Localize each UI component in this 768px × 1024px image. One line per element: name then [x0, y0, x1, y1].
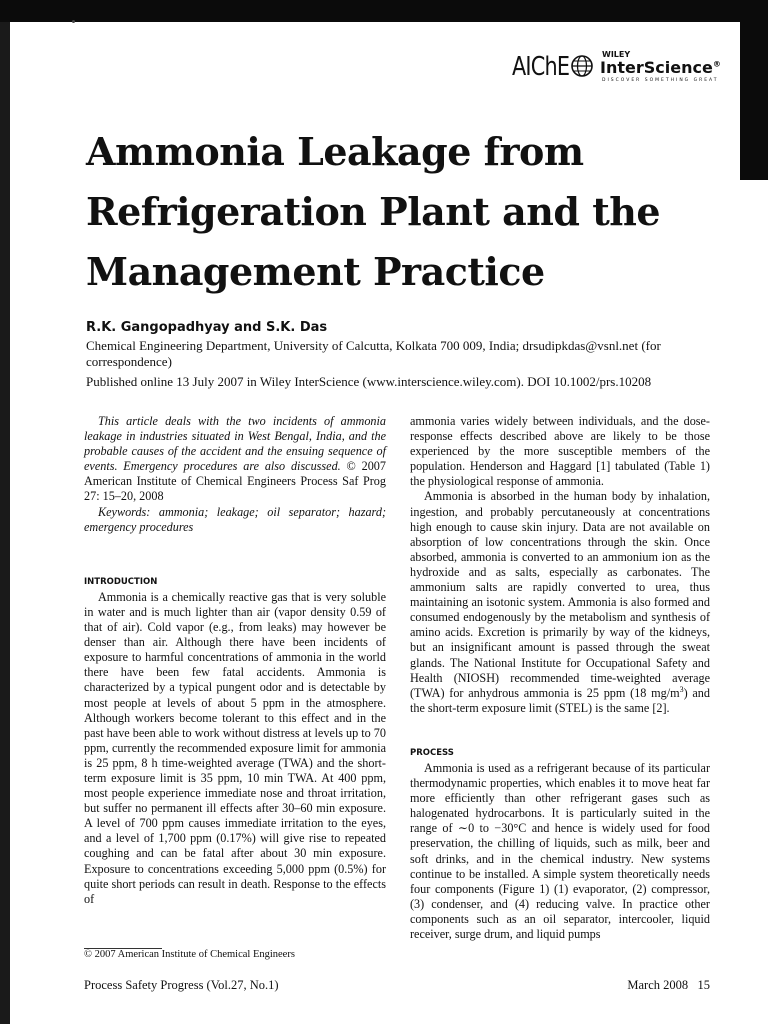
left-text-column — [84, 414, 386, 907]
publication-info: Published online 13 July 2007 in Wiley InterScience (www.interscience.wiley.com). DOI 10.1002/prs.10208 — [86, 374, 652, 389]
title-line: Management Practice — [86, 249, 545, 294]
introduction-paragraph: Ammonia is a chemically reactive gas that is very soluble in water and is much lighter than air (vapor density 0.59 of that of air). Cold vapor (e.g., from leaks) may however be denser than air. Although there have been incidents of exposure to harmful concentrations of ammonia in the world there have been few fatal accidents. Ammonia is characterized by a typical pungent odor and is detectable by most people at levels of about 5 ppm in the atmosphere. Although workers become tolerant to this effect and in the past have been able to work without distress at levels up to 70 ppm, currently the recommended exposure limit for ammonia is 25 ppm, 8 h time-weighted average (TWA) and the short-term exposure limit is 35 ppm, 10 min TWA. At 400 ppm, most people experience immediate nose and throat irritation, but suffer no permanent ill effects after 30–60 min exposure. A level of 700 ppm causes immediate irritation to the eyes, and a level of 1,700 ppm (0.17%) will give rise to repeated coughing and can be fatal after about 30 min exposure. Exposure to concentrations exceeding 5,000 ppm (0.5%) for quite short periods can result in death. Response to the effects of — [84, 589, 386, 906]
journal-footer: Process Safety Progress (Vol.27, No.1) — [84, 978, 279, 992]
title-line: Refrigeration Plant and the — [86, 189, 661, 234]
superscript: 3 — [679, 684, 684, 694]
abstract-text: This article deals with the two incidents of ammonia leakage in industries situated in West Bengal, India, and the probable causes of the accident and the ensuing sequence of events. Emergency procedures are also discussed. — [84, 414, 386, 474]
right-text-column — [410, 414, 710, 942]
author-affiliation: Chemical Engineering Department, University of Calcutta, Kolkata 700 009, India; drsudipkdas@vsnl.net (for correspondence) — [86, 338, 661, 369]
registered-mark: ® — [712, 59, 721, 69]
page-number-footer: March 2008 15 — [627, 978, 710, 992]
scan-top-border — [0, 0, 768, 22]
process-paragraph: Ammonia is used as a refrigerant because of its particular thermodynamic properties, which enables it to move heat far more efficiently than other refrigerant gases such as halogenated hydrocarbons. It is particularly suited in the range of ∼0 to −30°C and hence is widely used for food preservation, the chilling of liquids, such as milk, beer and soft drinks, and in the chemical industry. New systems continue to be installed. A simple system theoretically needs four components (Figure 1) (1) evaporator, (2) compressor, (3) condenser, and (4) reducing valve. In practice other components such as an oil separator, intercooler, liquid receiver, surge drum, and liquid pumps — [410, 760, 710, 941]
keywords — [84, 505, 386, 535]
paragraph-text: Ammonia is absorbed in the human body by inhalation, ingestion, and probably percutaneously at concentrations high enough to cause skin injury. Data are not available on absorption of low concentrations through the skin. Once absorbed, ammonia is converted to an ammonium ion as the hydroxide and as salts, especially as carbonates. The ammonium salts are rapidly converted to urea, thus maintaining an isotonic system. Ammonia is also formed and consumed endogenously by the metabolism and synthesis of amino acids. Excretion is primarily by way of the kidneys, but an insignificant amount is passed through the sweat glands. The National Institute for Occupational Safety and Health (NIOSH) recommended time-weighted average (TWA) for anhydrous ammonia is 25 ppm (18 mg/m — [410, 489, 710, 700]
copyright-notice — [84, 948, 295, 960]
scan-speck — [72, 20, 75, 23]
scan-left-edge — [0, 22, 10, 1024]
page-edge-tab — [740, 22, 768, 180]
introduction-heading: INTRODUCTION — [84, 576, 158, 587]
interscience-tagline: DISCOVER SOMETHING GREAT — [602, 78, 719, 83]
globe-icon — [570, 54, 594, 78]
abstract-citation: © 2007 American Institute of Chemical Engineers Process Saf Prog 27: 15–20, 2008 — [84, 459, 386, 504]
interscience-logo-text: InterScience — [600, 58, 713, 77]
body-paragraph: ammonia varies widely between individuals, and the dose-response effects described above are likely to be those experienced by the more susceptible members of the population. Henderson and Haggard [1] tabulated (Table 1) the physiological response of ammonia. — [410, 414, 710, 489]
paragraph-text: ) and the short-term exposure limit (STEL) is the same [2]. — [410, 685, 710, 715]
keywords-label: Keywords: — [98, 504, 151, 519]
author-names: R.K. Gangopadhyay and S.K. Das — [86, 320, 328, 335]
process-heading: PROCESS — [410, 747, 454, 758]
interscience-logo — [600, 58, 721, 77]
abstract — [84, 414, 386, 505]
publisher-logo — [512, 48, 722, 94]
wiley-logo-text: WILEY — [602, 50, 631, 59]
keywords-list: ammonia; leakage; oil separator; hazard; emergency procedures — [84, 504, 387, 534]
article-title — [86, 122, 686, 302]
copyright-text: © 2007 American Institute of Chemical Engineers — [84, 949, 295, 960]
title-line: Ammonia Leakage from — [86, 129, 584, 174]
aiche-logo-text: AIChE — [512, 52, 570, 82]
body-paragraph — [410, 489, 710, 715]
